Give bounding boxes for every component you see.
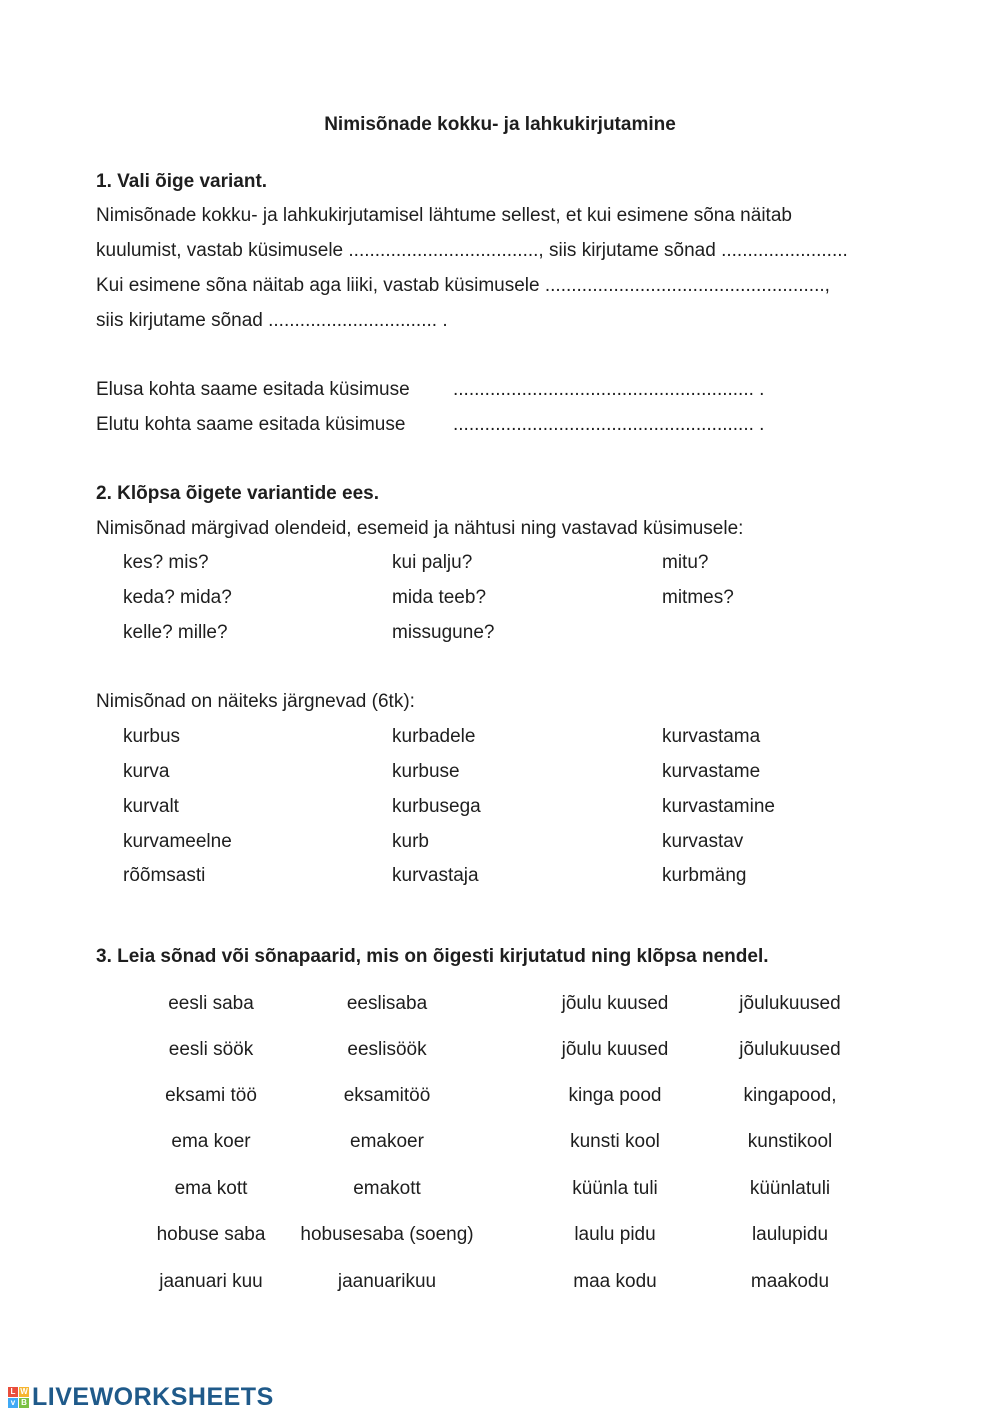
word-pair-option[interactable]: eeslisöök [347, 1039, 427, 1060]
elutu-label: Elutu kohta saame esitada küsimuse [96, 414, 406, 435]
word-option[interactable]: kurbadele [392, 726, 476, 747]
section1-heading: 1. Vali õige variant. [96, 171, 268, 192]
word-pair-option[interactable]: hobusesaba (soeng) [300, 1224, 474, 1245]
logo-text: LIVEWORKSHEETS [32, 1382, 274, 1411]
word-pair-option[interactable]: kinga pood [568, 1085, 662, 1106]
word-pair-option[interactable]: ema kott [174, 1178, 248, 1199]
logo-block: W [20, 1386, 28, 1396]
question-option[interactable]: kelle? mille? [123, 622, 228, 643]
word-pair-option[interactable]: jõulu kuused [561, 1039, 669, 1060]
word-pair-option[interactable]: jaanuari kuu [159, 1271, 263, 1292]
word-option[interactable]: kurvalt [123, 796, 179, 817]
word-pair-option[interactable]: emakoer [350, 1131, 424, 1152]
elus-blank[interactable]: ......................................................... . [453, 379, 765, 400]
word-pair-option[interactable]: ema koer [171, 1131, 251, 1152]
section3-heading: 3. Leia sõnad või sõnapaarid, mis on õigesti kirjutatud ning klõpsa nendel. [96, 946, 769, 967]
word-option[interactable]: kurbmäng [662, 865, 747, 886]
word-pair-option[interactable]: jõulukuused [739, 1039, 841, 1060]
word-pair-option[interactable]: kingapood, [743, 1085, 837, 1106]
section1-line-3[interactable]: Kui esimene sõna näitab aga liiki, vastab küsimusele ....................................................., [96, 275, 830, 296]
section1-line-4[interactable]: siis kirjutame sõnad ................................ . [96, 310, 448, 331]
word-pair-option[interactable]: jaanuarikuu [337, 1271, 437, 1292]
word-pair-option[interactable]: küünlatuli [749, 1178, 831, 1199]
elutu-blank[interactable]: ......................................................... . [453, 414, 765, 435]
word-pair-option[interactable]: emakott [353, 1178, 421, 1199]
question-option[interactable]: keda? mida? [123, 587, 232, 608]
word-pair-option[interactable]: laulu pidu [574, 1224, 656, 1245]
word-pair-option[interactable]: maa kodu [573, 1271, 657, 1292]
word-pair-option[interactable]: hobuse saba [156, 1224, 266, 1245]
page-title: Nimisõnade kokku- ja lahkukirjutamine [324, 114, 676, 135]
section2-intro: Nimisõnad märgivad olendeid, esemeid ja nähtusi ning vastavad küsimusele: [96, 518, 744, 539]
question-option[interactable]: kui palju? [392, 552, 473, 573]
word-pair-option[interactable]: kunsti kool [570, 1131, 660, 1152]
word-option[interactable]: kurvastama [662, 726, 761, 747]
word-option[interactable]: kurvastav [662, 831, 744, 852]
word-option[interactable]: kurvameelne [123, 831, 232, 852]
word-pair-option[interactable]: laulupidu [751, 1224, 829, 1245]
question-option[interactable]: kes? mis? [123, 552, 209, 573]
word-pair-option[interactable]: eksami töö [165, 1085, 257, 1106]
logo-block: B [19, 1398, 29, 1408]
logo-block: L [8, 1387, 18, 1397]
section2-heading: 2. Klõpsa õigete variantide ees. [96, 483, 379, 504]
word-option[interactable]: kurbus [123, 726, 181, 747]
liveworksheets-logo [8, 1383, 274, 1411]
word-pair-option[interactable]: jõulu kuused [561, 993, 669, 1014]
question-option[interactable]: mitu? [662, 552, 709, 573]
word-option[interactable]: kurb [392, 831, 429, 852]
word-pair-option[interactable]: küünla tuli [572, 1178, 658, 1199]
logo-block: v [8, 1398, 18, 1408]
logo-blocks-icon [8, 1387, 29, 1408]
word-pair-option[interactable]: eesli saba [168, 993, 254, 1014]
word-option[interactable]: kurbusega [392, 796, 481, 817]
word-pair-option[interactable]: jõulukuused [739, 993, 841, 1014]
word-pair-option[interactable]: maakodu [750, 1271, 830, 1292]
word-pair-option[interactable]: eesli söök [168, 1039, 254, 1060]
question-option[interactable]: missugune? [392, 622, 495, 643]
word-option[interactable]: kurvastaja [392, 865, 479, 886]
section1-line-2[interactable]: kuulumist, vastab küsimusele ...................................., siis kirjutame sõnad ........................ [96, 240, 848, 261]
word-option[interactable]: rõõmsasti [123, 865, 206, 886]
question-option[interactable]: mitmes? [662, 587, 734, 608]
word-option[interactable]: kurvastame [662, 761, 761, 782]
examples-intro: Nimisõnad on näiteks järgnevad (6tk): [96, 691, 415, 712]
word-pair-option[interactable]: kunstikool [747, 1131, 833, 1152]
word-option[interactable]: kurva [123, 761, 170, 782]
question-option[interactable]: mida teeb? [392, 587, 487, 608]
word-pair-option[interactable]: eeslisaba [346, 993, 428, 1014]
section1-line-1: Nimisõnade kokku- ja lahkukirjutamisel lähtume sellest, et kui esimene sõna näitab [96, 205, 792, 226]
word-pair-option[interactable]: eksamitöö [343, 1085, 431, 1106]
word-option[interactable]: kurvastamine [662, 796, 775, 817]
elus-label: Elusa kohta saame esitada küsimuse [96, 379, 410, 400]
word-option[interactable]: kurbuse [392, 761, 460, 782]
